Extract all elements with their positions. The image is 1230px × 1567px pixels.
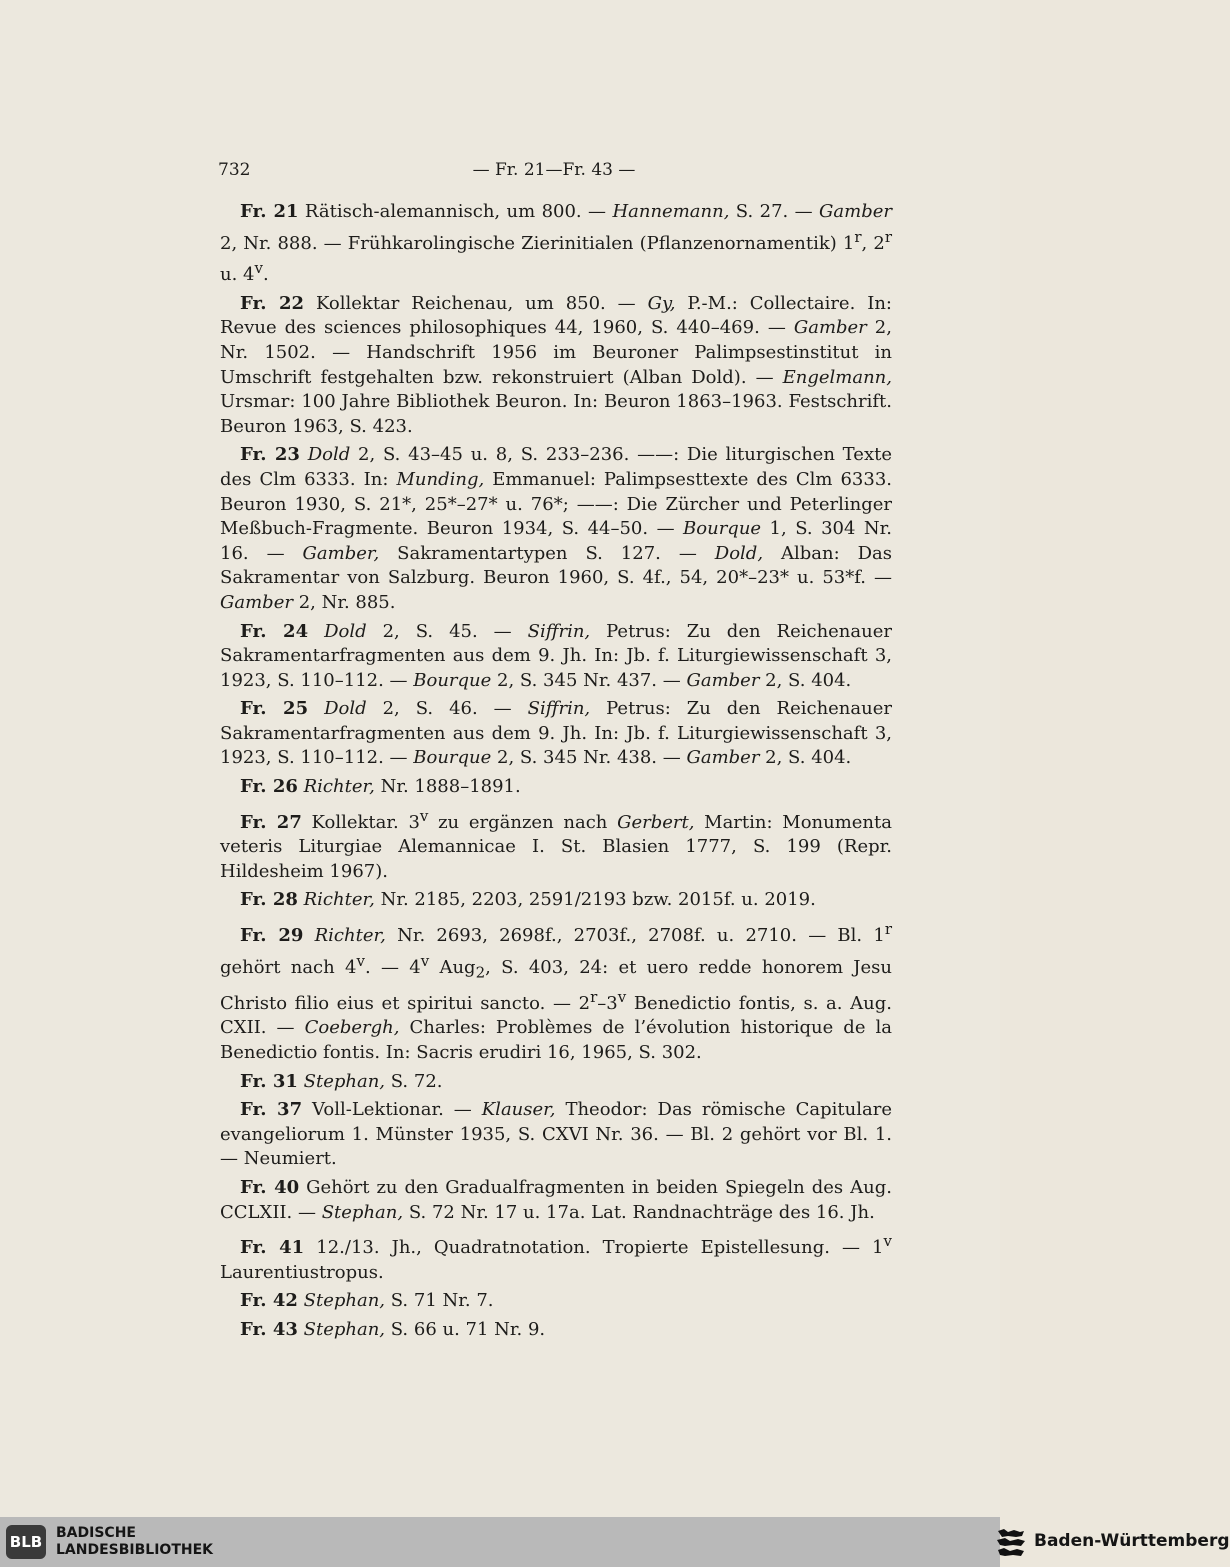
entry-number: Fr. 28 — [240, 889, 298, 911]
entry-text: Kollektar. 3 — [301, 811, 420, 833]
entry-number: Fr. 21 — [240, 201, 299, 222]
author-name: Bourque — [683, 518, 762, 540]
entry-text: Benedictio fontis, s. a. Aug. CXII. — — [220, 992, 892, 1039]
entry-fr-26 — [220, 775, 892, 800]
page-number: 732 — [218, 160, 251, 180]
entry-text: 2, S. 404. — [759, 669, 852, 691]
entry-text: 2, S. 45. — — [366, 620, 528, 642]
author-name: Gamber — [686, 747, 760, 769]
author-name: Richter, — [303, 889, 375, 911]
entry-fr-27 — [220, 804, 892, 885]
entry-number: Fr. 27 — [240, 811, 302, 833]
entry-fr-22 — [220, 292, 892, 440]
author-name: Gerbert, — [617, 811, 695, 833]
entry-text: v — [419, 806, 429, 825]
entry-text: Voll-Lektionar. — — [302, 1099, 482, 1121]
entry-text: r — [884, 227, 892, 246]
entry-text: Aug — [429, 956, 476, 978]
entry-text: Sakramentartypen S. 127. — — [379, 542, 715, 564]
entry-fr-25 — [220, 697, 892, 771]
entry-fr-21 — [220, 200, 892, 288]
entry-number: Fr. 25 — [240, 698, 309, 720]
author-name: Gamber — [793, 317, 867, 339]
entry-fr-42 — [220, 1289, 892, 1314]
entry-text: zu ergänzen nach — [428, 811, 618, 833]
entry-number: Fr. 42 — [240, 1290, 298, 1312]
entry-text: 2, Nr. 1502. — Handschrift 1956 im Beuroner Palimpsestinstitut in Umschrift festgehalten bzw. rekonstruiert (Alban Dold). — — [220, 317, 892, 388]
author-name: Stephan, — [303, 1318, 386, 1340]
author-name: Dold — [324, 620, 367, 642]
entry-text: v — [356, 951, 365, 970]
entry-text: –3 — [597, 992, 618, 1014]
entry-text: S. 66 u. 71 Nr. 9. — [385, 1318, 546, 1340]
author-name: Dold, — [714, 542, 764, 564]
entry-text: Nr. 2185, 2203, 2591/2193 bzw. 2015f. u. 2019. — [374, 889, 816, 911]
entry-text: Laurentiustropus. — [220, 1261, 384, 1283]
entry-text: Gehört zu den Gradualfragmenten in beiden Spiegeln des Aug. CCLXII. — — [220, 1176, 892, 1223]
entry-fr-31 — [220, 1070, 892, 1095]
entry-text: Nr. 2693, 2698f., 2703f., 2708f. u. 2710. — Bl. 1 — [385, 925, 885, 947]
footer-bar — [0, 1517, 1230, 1567]
entry-text: Emmanuel: Palimpsesttexte des Clm 6333. Beuron 1930, S. 21*, 25*–27* u. 76*; ——: Die Zürcher und Peterlinger Meßbuch-Fragmente. Beuron 1934, S. 44–50. — — [220, 468, 892, 540]
author-name: Stephan, — [303, 1070, 386, 1092]
entry-text: Martin: Monumenta veteris Liturgiae Alemannicae I. St. Blasien 1777, S. 199 (Repr. Hildesheim 1967). — [220, 811, 892, 882]
entry-fr-41 — [220, 1229, 892, 1285]
author-name: Gamber — [220, 591, 293, 613]
entry-text: Ursmar: 100 Jahre Bibliothek Beuron. In: Beuron 1863–1963. Festschrift. Beuron 1963, S. 423. — [220, 391, 892, 437]
entry-number: Fr. 40 — [240, 1176, 300, 1198]
entry-number: Fr. 23 — [240, 444, 300, 466]
author-name: Engelmann, — [782, 366, 892, 388]
entry-text: P.-M.: Collectaire. In: Revue des sciences philosophiques 44, 1960, S. 440–469. — — [220, 292, 892, 339]
entry-text: Petrus: Zu den Reichenauer Sakramentarfragmenten aus dem 9. Jh. In: Jb. f. Liturgiewissenschaft 3, 1923, S. 110–112. — — [220, 698, 892, 769]
entry-number: Fr. 22 — [240, 292, 305, 314]
entry-text: 1, S. 304 Nr. 16. — — [220, 518, 892, 564]
entry-text — [303, 925, 314, 946]
entry-fr-24 — [220, 620, 892, 694]
entry-text: 2, Nr. 888. — Frühkarolingische Zierinitialen (Pflanzenornamentik) 1 — [220, 232, 855, 254]
entry-text: gehört nach 4 — [220, 956, 357, 978]
entry-text: Alban: Das Sakramentar von Salzburg. Beuron 1960, S. 4f., 54, 20*–23* u. 53*f. — — [220, 542, 892, 589]
author-name: Stephan, — [303, 1290, 386, 1312]
entry-text: v — [420, 951, 430, 970]
author-name: Hannemann, — [612, 201, 730, 222]
author-name: Gamber — [819, 201, 892, 222]
running-title: — Fr. 21—Fr. 43 — — [472, 160, 636, 180]
entry-text: v — [617, 987, 627, 1006]
author-name: Richter, — [303, 776, 375, 798]
entry-text: 2, S. 404. — [759, 747, 852, 769]
entry-number: Fr. 26 — [240, 776, 298, 798]
author-name: Dold — [324, 698, 367, 720]
entry-fr-28 — [220, 888, 892, 913]
entry-fr-43 — [220, 1318, 892, 1343]
author-name: Coebergh, — [304, 1017, 400, 1039]
entry-text: u. 4 — [220, 264, 255, 286]
entry-text: S. 71 Nr. 7. — [385, 1290, 494, 1312]
entry-text: r — [884, 920, 892, 939]
entry-text: r — [590, 987, 598, 1006]
entry-text: , S. 403, 24: et uero redde honorem Jesu Christo filio eius et spiritui sancto. — 2 — [220, 956, 892, 1014]
author-name: Munding, — [396, 468, 485, 490]
author-name: Siffrin, — [527, 620, 591, 642]
entry-number: Fr. 37 — [240, 1099, 303, 1121]
entry-text: Petrus: Zu den Reichenauer Sakramentarfragmenten aus dem 9. Jh. In: Jb. f. Liturgiewissenschaft 3, 1923, S. 110–112. — — [220, 620, 892, 691]
entry-text: S. 72. — [385, 1070, 443, 1092]
entry-number: Fr. 43 — [240, 1318, 298, 1340]
catalog-entries — [220, 200, 892, 1347]
author-name: Bourque — [413, 747, 492, 769]
blb-logo[interactable]: BLB — [6, 1525, 46, 1559]
entry-text: . — [262, 264, 269, 286]
library-name-line2: LANDESBIBLIOTHEK — [56, 1542, 214, 1558]
entry-text: , 2 — [861, 232, 885, 254]
entry-text: Rätisch-alemannisch, um 800. — — [298, 201, 613, 222]
author-name: Gy, — [647, 292, 676, 314]
entry-text: 2, S. 43–45 u. 8, S. 233–236. ——: Die liturgischen Texte des Clm 6333. In: — [220, 444, 892, 490]
entry-text: r — [854, 227, 862, 246]
entry-text — [308, 698, 324, 719]
entry-number: Fr. 29 — [240, 925, 304, 947]
entry-text: 2, S. 345 Nr. 438. — — [491, 747, 687, 769]
entry-text: S. 27. — — [729, 201, 820, 222]
entry-text: 2, Nr. 885. — [292, 591, 396, 613]
entry-number: Fr. 24 — [240, 620, 309, 642]
author-name: Dold — [307, 444, 351, 466]
entry-text: Charles: Problèmes de l’évolution historique de la Benedictio fontis. In: Sacris erudiri 16, 1965, S. 302. — [220, 1017, 892, 1063]
page-header — [218, 160, 890, 184]
author-name: Gamber, — [302, 542, 380, 564]
author-name: Gamber — [686, 669, 760, 691]
author-name: Richter, — [314, 925, 386, 947]
library-name[interactable] — [56, 1525, 213, 1559]
entry-text: 2, S. 345 Nr. 437. — — [491, 669, 687, 691]
entry-text: v — [883, 1232, 892, 1251]
author-name: Klauser, — [481, 1099, 556, 1121]
entry-fr-37 — [220, 1098, 892, 1172]
library-name-line1: BADISCHE — [56, 1525, 136, 1541]
lion-icon — [994, 1528, 1028, 1558]
author-name: Stephan, — [321, 1201, 404, 1223]
entry-fr-40 — [220, 1176, 892, 1225]
entry-text: 2 — [475, 963, 486, 982]
entry-text: 2, S. 46. — — [366, 698, 528, 720]
entry-text: Theodor: Das römische Capitulare evangeliorum 1. Münster 1935, S. CXVI Nr. 36. — Bl. 2 gehört vor Bl. 1. — Neumiert. — [220, 1099, 892, 1170]
entry-text — [308, 621, 324, 642]
entry-text: . — 4 — [364, 956, 421, 978]
state-name: Baden-Württemberg — [1034, 1531, 1230, 1551]
entry-text: v — [254, 259, 263, 278]
entry-text: Kollektar Reichenau, um 850. — — [304, 292, 648, 314]
entry-text: S. 72 Nr. 17 u. 17a. Lat. Randnachträge des 16. Jh. — [403, 1201, 875, 1223]
author-name: Siffrin, — [527, 698, 591, 720]
entry-text — [300, 444, 308, 465]
entry-text: 12./13. Jh., Quadratnotation. Tropierte Epistellesung. — 1 — [304, 1237, 884, 1259]
entry-number: Fr. 31 — [240, 1070, 298, 1092]
entry-fr-23 — [220, 443, 892, 615]
entry-text: Nr. 1888–1891. — [374, 776, 521, 798]
author-name: Bourque — [413, 669, 492, 691]
entry-fr-29 — [220, 917, 892, 1066]
entry-number: Fr. 41 — [240, 1237, 305, 1259]
